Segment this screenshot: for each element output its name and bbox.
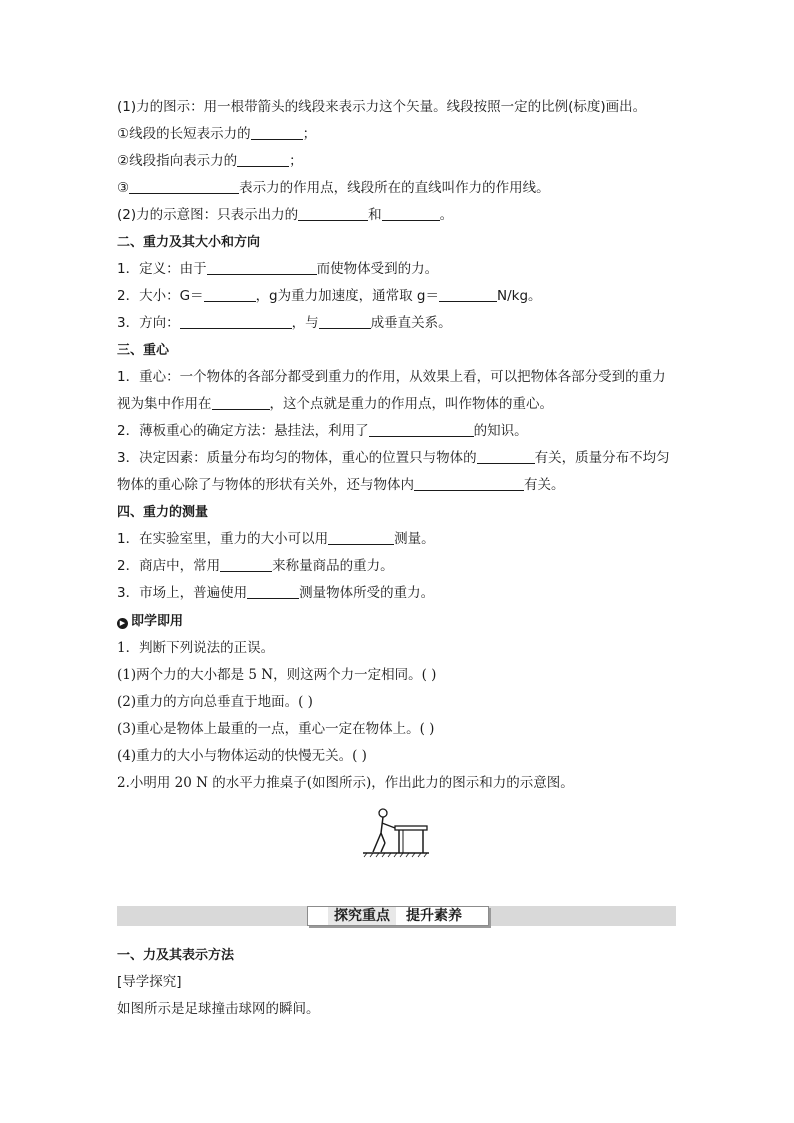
- play-circle-icon: ▶: [117, 618, 128, 629]
- section-title-center-of-gravity: 三、重心: [117, 343, 170, 358]
- measure-market: 3．市场上，普遍使用 测量物体所受的重力。: [117, 585, 435, 601]
- answer-blank[interactable]: [247, 584, 299, 599]
- banner-label-box: [307, 906, 489, 926]
- banner-left-label: 探究重点: [328, 907, 396, 925]
- explore-tag: [导学探究]: [117, 974, 182, 990]
- item-length: ①线段的长短表示力的 ；: [117, 126, 317, 142]
- question-2: 2.小明用 20 N 的水平力推桌子(如图所示)，作出此力的图示和力的示意图。: [117, 775, 574, 791]
- answer-blank[interactable]: [129, 179, 239, 194]
- explore-title: 一、力及其表示方法: [117, 948, 235, 963]
- answer-blank[interactable]: [382, 206, 440, 221]
- explore-text: 如图所示是足球撞击球网的瞬间。: [117, 1001, 320, 1017]
- answer-blank[interactable]: [369, 422, 474, 437]
- answer-blank[interactable]: [180, 314, 292, 329]
- answer-blank[interactable]: [204, 287, 256, 302]
- banner-right-label: 提升素养: [406, 908, 462, 924]
- determining-factors: 3．决定因素：质量分布均匀的物体，重心的位置只与物体的 有关，质量分布不均匀物体的重心除了与物体的形状有关外，还与物体内 有关。: [117, 450, 670, 493]
- statement-2: (2)重力的方向总垂直于地面。( ): [117, 694, 313, 710]
- item-direction: ②线段指向表示力的 ；: [117, 153, 303, 169]
- answer-blank[interactable]: [439, 287, 497, 302]
- measure-lab: 1．在实验室里，重力的大小可以用 测量。: [117, 531, 435, 547]
- answer-blank[interactable]: [319, 314, 371, 329]
- statement-3: (3)重心是物体上最重的一点，重心一定在物体上。( ): [117, 721, 435, 737]
- section-title-gravity: 二、重力及其大小和方向: [117, 235, 261, 250]
- gravity-magnitude: 2．大小：G＝ ，g为重力加速度，通常取 g＝ N/kg。: [117, 288, 542, 304]
- answer-blank[interactable]: [207, 260, 317, 275]
- item-point: ③ 表示力的作用点，线段所在的直线叫作力的作用线。: [117, 180, 550, 196]
- section-title-measurement: 四、重力的测量: [117, 505, 209, 520]
- practice-heading: ▶ 即学即用: [117, 608, 679, 635]
- force-sketch: (2)力的示意图：只表示出力的 和 。: [117, 207, 454, 223]
- force-diagram-definition: (1)力的图示：用一根带箭头的线段来表示力这个矢量。线段按照一定的比例(标度)画出。: [117, 99, 647, 115]
- center-of-gravity-definition: 1．重心：一个物体的各部分都受到重力的作用，从效果上看，可以把物体各部分受到的重力视为集中作用在 ，这个点就是重力的作用点，叫作物体的重心。: [117, 369, 666, 412]
- content: [117, 94, 679, 869]
- answer-blank[interactable]: [298, 206, 368, 221]
- gravity-definition: 1．定义：由于 而使物体受到的力。: [117, 261, 439, 277]
- answer-blank[interactable]: [212, 395, 270, 410]
- statement-1: (1)两个力的大小都是 5 N，则这两个力一定相同。( ): [117, 667, 437, 683]
- explore-section: [117, 942, 679, 1023]
- statement-4: (4)重力的大小与物体运动的快慢无关。( ): [117, 748, 367, 764]
- answer-blank[interactable]: [220, 557, 272, 572]
- person-pushing-table-illustration: [361, 803, 431, 863]
- practice-block: [117, 635, 679, 797]
- answer-blank[interactable]: [477, 449, 535, 464]
- answer-blank[interactable]: [328, 530, 394, 545]
- answer-blank[interactable]: [414, 476, 524, 491]
- thin-plate-method: 2．薄板重心的确定方法：悬挂法，利用了 的知识。: [117, 423, 528, 439]
- section-banner: [117, 906, 676, 926]
- measure-shop: 2．商店中，常用 来称量商品的重力。: [117, 558, 394, 574]
- answer-blank[interactable]: [251, 125, 303, 140]
- push-table-figure: [117, 797, 679, 869]
- answer-blank[interactable]: [237, 152, 289, 167]
- question-1: 1．判断下列说法的正误。: [117, 640, 275, 656]
- gravity-direction: 3．方向： ，与 成垂直关系。: [117, 315, 452, 331]
